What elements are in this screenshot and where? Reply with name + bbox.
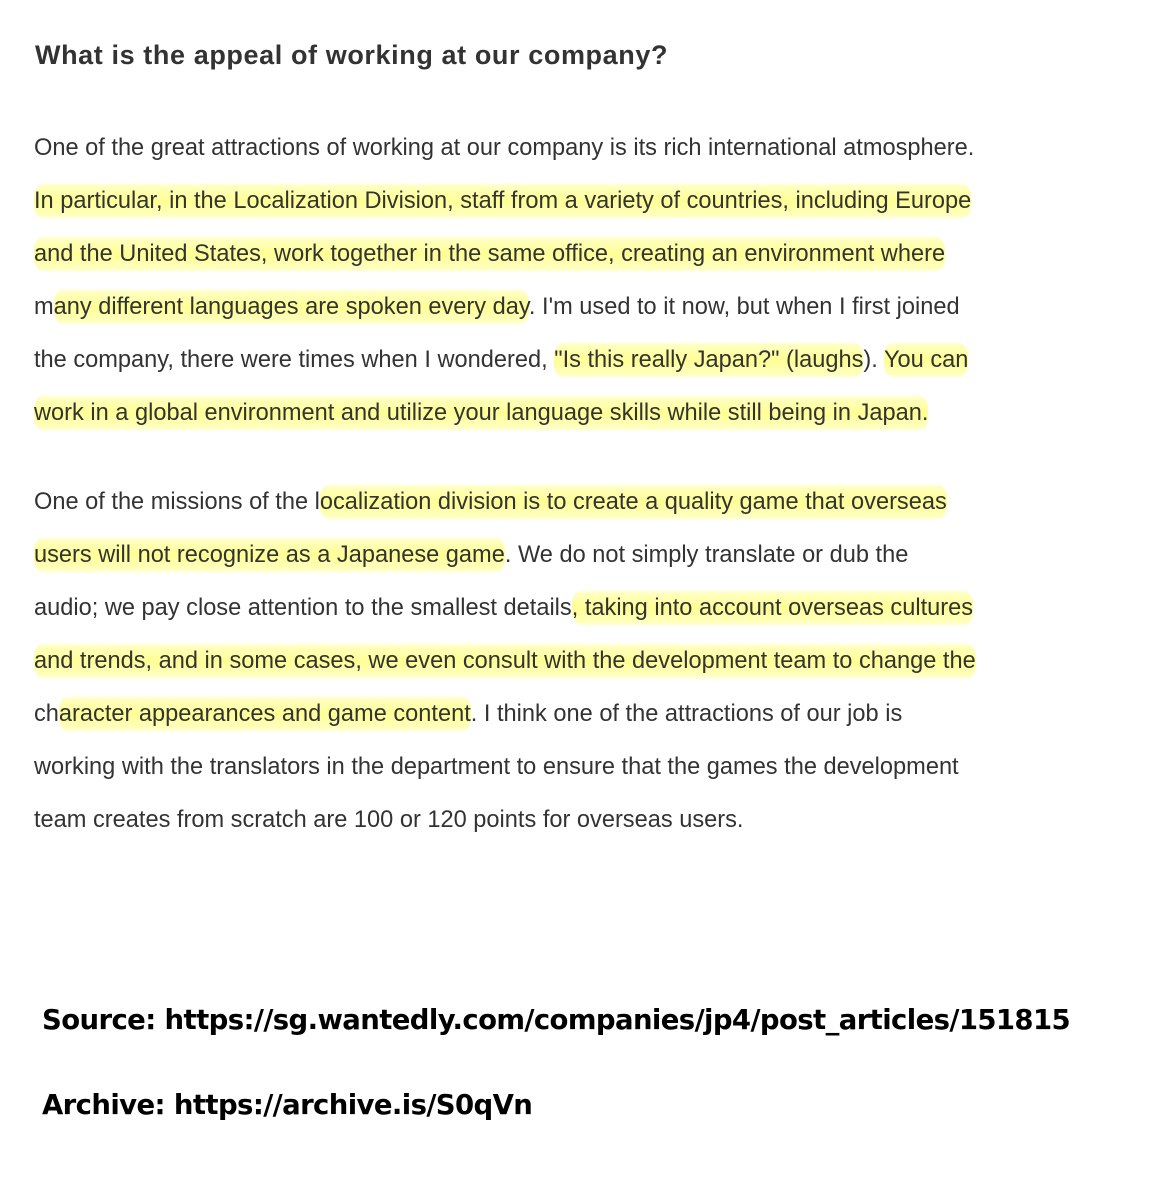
- highlighted-text: In particular, in the Localization Division, staff from a variety of countries, including Europe: [34, 182, 971, 220]
- paragraph-2-line-5: [34, 688, 902, 741]
- highlighted-text: and trends, and in some cases, we even consult with the development team to change the: [34, 642, 976, 680]
- paragraph-2-line-7: [34, 794, 743, 847]
- text-span: working with the translators in the department to ensure that the games the development: [34, 754, 959, 780]
- paragraph-2-line-2: [34, 529, 908, 582]
- article-heading: What is the appeal of working at our company?: [35, 40, 669, 70]
- paragraph-1-line-1: [34, 122, 974, 175]
- highlighted-text: "Is this really Japan?" (laughs: [554, 341, 863, 379]
- paragraph-1-line-2: [34, 175, 971, 228]
- text-span: audio; we pay close attention to the smallest details: [34, 595, 572, 621]
- text-span: One of the missions of the l: [34, 489, 320, 515]
- highlighted-text: users will not recognize as a Japanese game: [34, 536, 505, 574]
- text-span: team creates from scratch are 100 or 120 points for overseas users.: [34, 807, 744, 833]
- highlighted-text: , taking into account overseas cultures: [572, 589, 973, 627]
- archive-citation: Archive: https://archive.is/S0qVn: [42, 1089, 533, 1121]
- highlighted-text: ocalization division is to create a quality game that overseas: [320, 483, 947, 521]
- highlighted-text: and the United States, work together in the same office, creating an environment where: [34, 235, 945, 273]
- text-span: . I'm used to it now, but when I first joined: [528, 294, 960, 320]
- text-span: . We do not simply translate or dub the: [504, 542, 909, 568]
- paragraph-1-line-3: [34, 228, 945, 281]
- highlighted-text: any different languages are spoken every day: [54, 288, 529, 326]
- text-span: m: [34, 294, 54, 320]
- paragraph-2-line-3: [34, 582, 973, 635]
- highlighted-text: You can: [884, 341, 968, 379]
- paragraph-2-line-1: [34, 476, 947, 529]
- paragraph-1-line-6: [34, 387, 928, 440]
- text-span: the company, there were times when I wondered,: [34, 347, 555, 373]
- paragraph-2-line-6: [34, 741, 959, 794]
- paragraph-1-line-4: [34, 281, 960, 334]
- paragraph-2-line-4: [34, 635, 976, 688]
- highlighted-text: work in a global environment and utilize your language skills while still being in Japan.: [34, 394, 928, 432]
- text-span: . I think one of the attractions of our job is: [470, 701, 903, 727]
- text-span: One of the great attractions of working at our company is its rich international atmosphere.: [34, 135, 975, 161]
- text-span: ch: [34, 701, 59, 727]
- source-citation: Source: https://sg.wantedly.com/companies/jp4/post_articles/151815: [42, 1004, 1071, 1036]
- paragraph-1-line-5: [34, 334, 968, 387]
- text-span: ).: [863, 347, 884, 373]
- highlighted-text: aracter appearances and game content: [59, 695, 471, 733]
